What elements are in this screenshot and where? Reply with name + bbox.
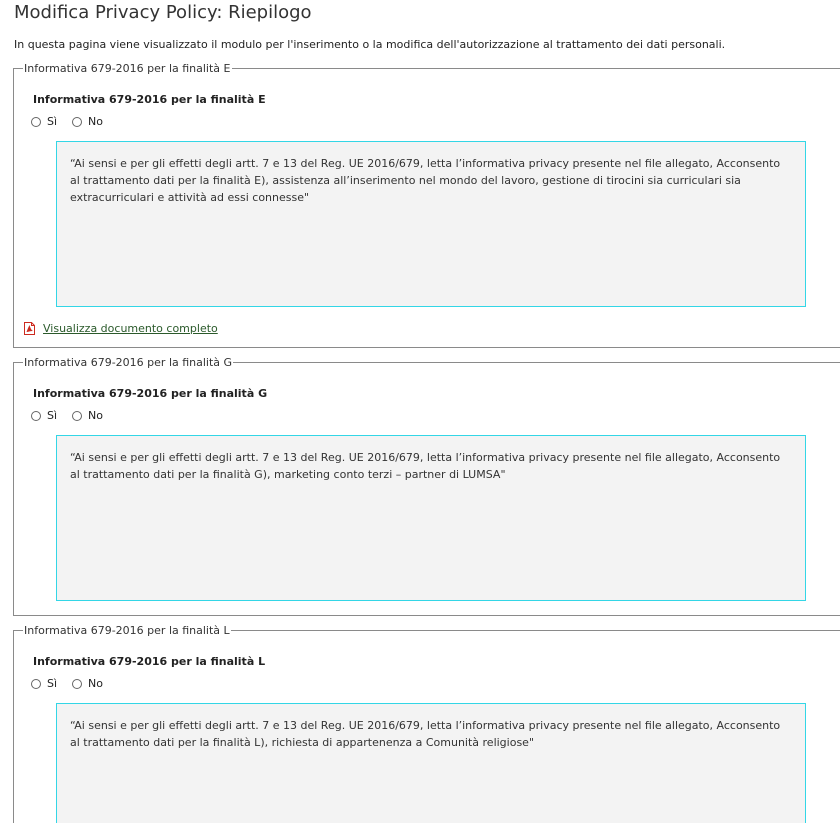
section-finalita-e [13,62,840,348]
consent-text-box: “Ai sensi e per gli effetti degli artt. 7 e 13 del Reg. UE 2016/679, letta l’informativa privacy presente nel file allegato, Acconsento al trattamento dati per la finalità G), marketing conto terzi – partner di LUMSA" [56,435,806,601]
section-finalita-l [13,624,840,823]
radio-no[interactable] [72,411,82,421]
section-heading: Informativa 679-2016 per la finalità E [33,93,266,106]
consent-radio-group [31,115,118,128]
radio-option-yes[interactable] [31,677,57,690]
page-title: Modifica Privacy Policy: Riepilogo [14,2,312,23]
section-finalita-g [13,356,840,616]
radio-option-no[interactable] [72,677,103,690]
radio-no[interactable] [72,117,82,127]
section-legend: Informativa 679-2016 per la finalità E [24,62,231,75]
page-intro: In questa pagina viene visualizzato il modulo per l'inserimento o la modifica dell'autorizzazione al trattamento dei dati personali. [14,38,726,51]
consent-radio-group [31,409,118,422]
radio-no[interactable] [72,679,82,689]
radio-no-label: No [88,677,104,690]
consent-text-box: “Ai sensi e per gli effetti degli artt. 7 e 13 del Reg. UE 2016/679, letta l’informativa privacy presente nel file allegato, Acconsento al trattamento dati per la finalità L), richiesta di appartenenza a Comunità religiose" [56,703,806,823]
radio-yes[interactable] [31,679,41,689]
document-link-row [24,322,218,335]
view-full-document-link[interactable]: Visualizza documento completo [43,322,218,335]
radio-yes[interactable] [31,117,41,127]
radio-yes-label: Sì [47,677,58,690]
consent-radio-group [31,677,118,690]
radio-option-yes[interactable] [31,115,57,128]
section-legend: Informativa 679-2016 per la finalità G [24,356,233,369]
radio-no-label: No [88,409,104,422]
radio-option-yes[interactable] [31,409,57,422]
radio-yes-label: Sì [47,409,58,422]
radio-yes[interactable] [31,411,41,421]
section-heading: Informativa 679-2016 per la finalità G [33,387,268,400]
radio-option-no[interactable] [72,409,103,422]
section-heading: Informativa 679-2016 per la finalità L [33,655,266,668]
consent-text-box: “Ai sensi e per gli effetti degli artt. 7 e 13 del Reg. UE 2016/679, letta l’informativa privacy presente nel file allegato, Acconsento al trattamento dati per la finalità E), assistenza all’inserimento nel mondo del lavoro, gestione di tirocini sia curriculari sia extracurriculari e attività ad essi connesse" [56,141,806,307]
section-legend: Informativa 679-2016 per la finalità L [24,624,230,637]
radio-yes-label: Sì [47,115,58,128]
radio-no-label: No [88,115,104,128]
pdf-file-icon [24,322,35,335]
radio-option-no[interactable] [72,115,103,128]
